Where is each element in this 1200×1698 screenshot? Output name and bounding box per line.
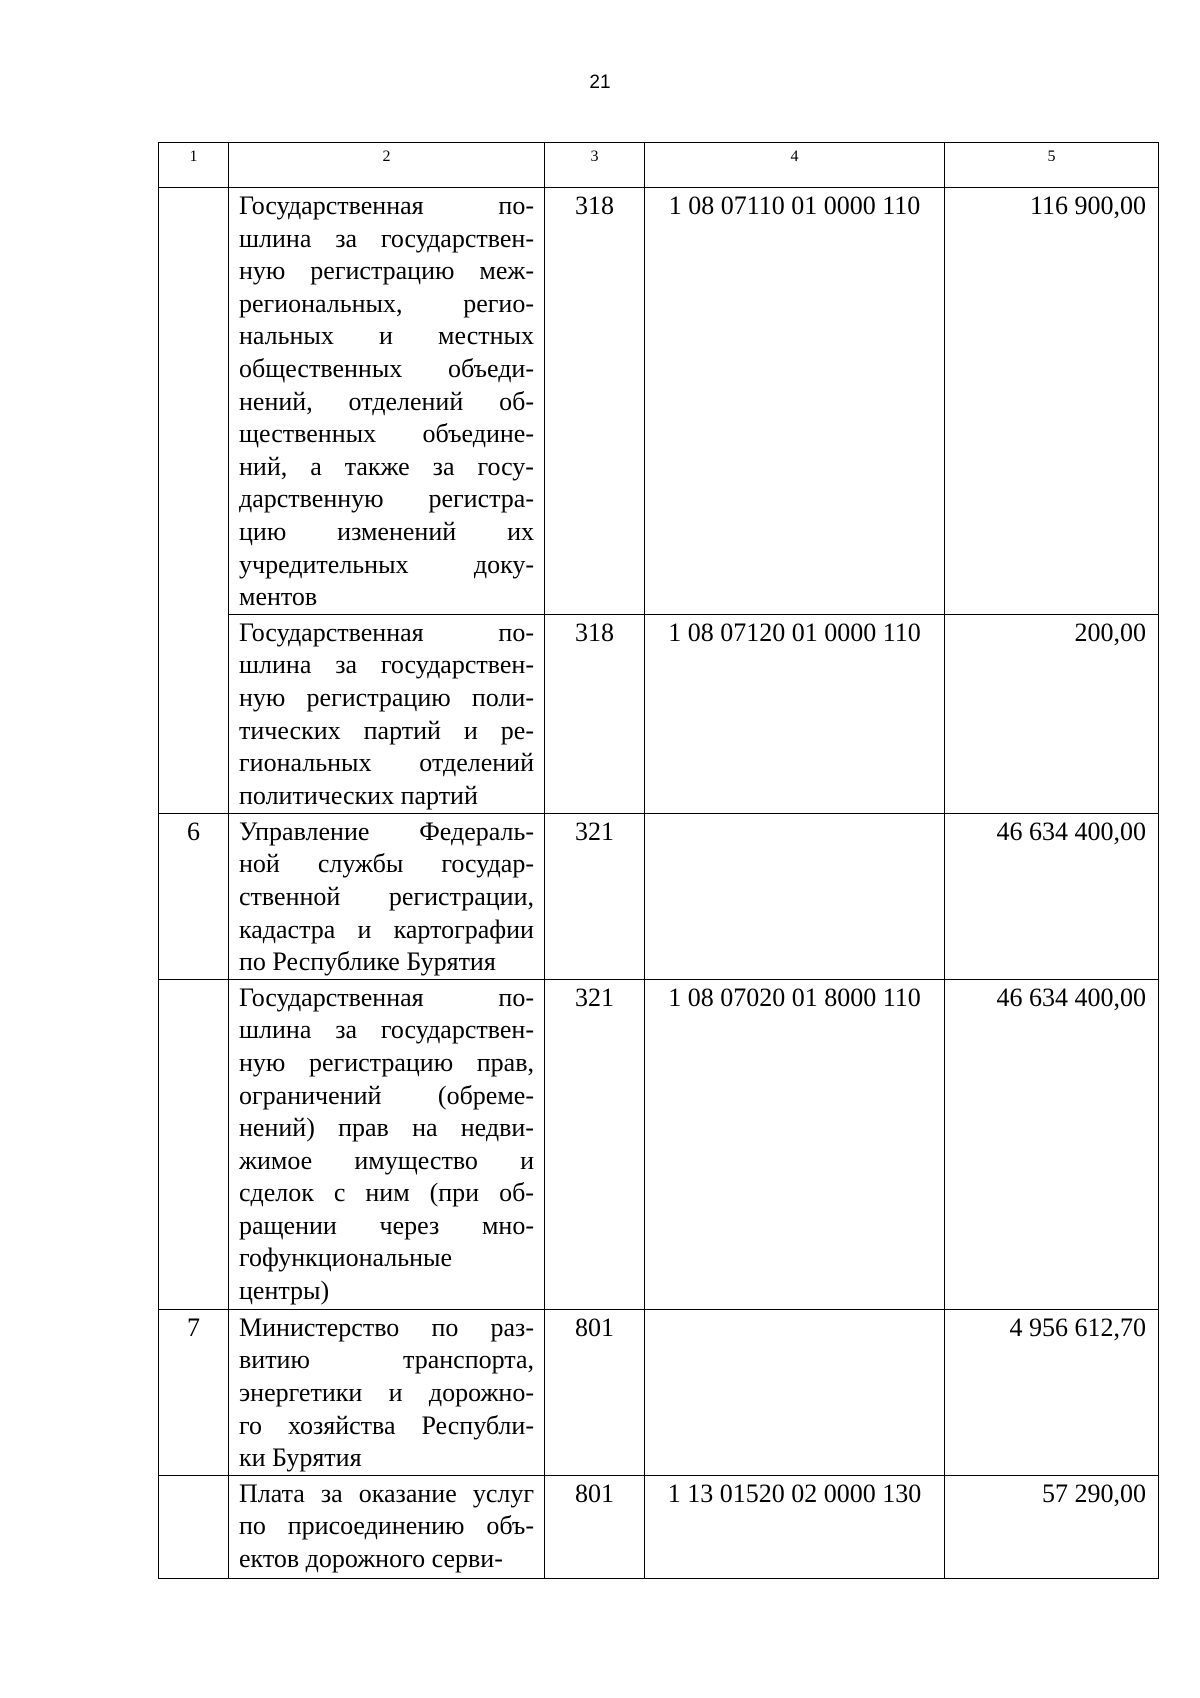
description-line: ной службы государ- — [239, 849, 534, 879]
description-cell — [229, 979, 545, 1309]
description-line: Государственная по- — [239, 191, 534, 220]
description-line: Государственная по- — [239, 617, 534, 647]
budget-code-cell: 1 08 07020 01 8000 110 — [645, 979, 945, 1309]
table-header — [159, 143, 1159, 188]
description-cell — [229, 188, 545, 615]
admin-code-cell: 318 — [545, 614, 645, 813]
row-number-cell — [159, 1475, 229, 1578]
amount-cell: 116 900,00 — [945, 188, 1159, 615]
description-line: нальных и местных — [239, 321, 534, 351]
admin-code-cell: 801 — [545, 1309, 645, 1475]
header-cell-1: 1 — [159, 143, 229, 188]
row-number-cell: 7 — [159, 1309, 229, 1475]
budget-code-cell — [645, 1309, 945, 1475]
description-line: кадастра и картографии — [239, 914, 534, 944]
description-line: Плата за оказание услуг — [239, 1478, 534, 1508]
description-line: дарственную регистра- — [239, 484, 534, 514]
description-cell — [229, 1475, 545, 1578]
description-line: ственной регистрации, — [239, 881, 534, 911]
table-row — [159, 1475, 1159, 1578]
amount-cell: 200,00 — [945, 614, 1159, 813]
row-number-cell — [159, 614, 229, 813]
header-cell-2: 2 — [229, 143, 545, 188]
description-line: витию транспорта, — [239, 1345, 534, 1375]
description-line: ки Бурятия — [239, 1443, 362, 1473]
description-line: ную регистрацию меж- — [239, 256, 534, 286]
description-line: Управление Федераль- — [239, 816, 534, 846]
description-line: по присоединению объ- — [239, 1511, 534, 1541]
description-line: ектов дорожного серви- — [239, 1543, 503, 1573]
description-line: ограничений (обреме- — [239, 1080, 534, 1110]
description-line: учредительных доку- — [239, 549, 534, 579]
description-line: нений, отделений об- — [239, 386, 534, 416]
description-line: региональных, регио- — [239, 288, 534, 318]
description-line: по Республике Бурятия — [239, 947, 496, 977]
description-line: шлина за государствен- — [239, 1015, 534, 1045]
description-line: Министерство по раз- — [239, 1312, 534, 1342]
description-cell — [229, 1309, 545, 1475]
revenue-table — [158, 142, 1159, 1579]
description-line: ную регистрацию прав, — [239, 1047, 534, 1077]
budget-code-cell: 1 13 01520 02 0000 130 — [645, 1475, 945, 1578]
description-line: общественных объеди- — [239, 353, 534, 383]
amount-cell: 57 290,00 — [945, 1475, 1159, 1578]
page-number: 21 — [589, 72, 611, 93]
description-line: центры) — [239, 1276, 330, 1306]
description-line: ний, а также за госу- — [239, 451, 534, 481]
admin-code-cell: 321 — [545, 979, 645, 1309]
admin-code-cell: 801 — [545, 1475, 645, 1578]
table-row — [159, 188, 1159, 615]
description-line: политических партий — [239, 780, 478, 810]
amount-cell: 46 634 400,00 — [945, 979, 1159, 1309]
table-body — [159, 188, 1159, 1579]
description-cell — [229, 813, 545, 979]
row-number-cell — [159, 979, 229, 1309]
header-cell-5: 5 — [945, 143, 1159, 188]
row-number-cell — [159, 188, 229, 615]
description-line: энергетики и дорожно- — [239, 1377, 534, 1407]
table-row — [159, 979, 1159, 1309]
revenue-table-container — [158, 142, 1158, 1579]
description-line: щественных объедине- — [239, 419, 534, 449]
header-cell-4: 4 — [645, 143, 945, 188]
description-line: гофункциональные — [239, 1243, 453, 1273]
header-cell-3: 3 — [545, 143, 645, 188]
description-line: жимое имущество и — [239, 1145, 534, 1175]
description-line: шлина за государствен- — [239, 223, 534, 253]
admin-code-cell: 318 — [545, 188, 645, 615]
description-line: ную регистрацию поли- — [239, 682, 534, 712]
table-row — [159, 614, 1159, 813]
description-line: нений) прав на недви- — [239, 1113, 534, 1143]
budget-code-cell: 1 08 07120 01 0000 110 — [645, 614, 945, 813]
description-line: тических партий и ре- — [239, 715, 534, 745]
table-row — [159, 1309, 1159, 1475]
amount-cell: 46 634 400,00 — [945, 813, 1159, 979]
header-row — [159, 143, 1159, 188]
table-row — [159, 813, 1159, 979]
budget-code-cell — [645, 813, 945, 979]
description-line: ращении через мно- — [239, 1210, 534, 1240]
description-cell — [229, 614, 545, 813]
description-line: гиональных отделений — [239, 748, 534, 778]
description-line: шлина за государствен- — [239, 650, 534, 680]
description-line: цию изменений их — [239, 516, 534, 546]
description-line: ментов — [239, 582, 318, 612]
description-line: сделок с ним (при об- — [239, 1178, 534, 1208]
admin-code-cell: 321 — [545, 813, 645, 979]
description-line: Государственная по- — [239, 982, 534, 1012]
row-number-cell: 6 — [159, 813, 229, 979]
budget-code-cell: 1 08 07110 01 0000 110 — [645, 188, 945, 615]
amount-cell: 4 956 612,70 — [945, 1309, 1159, 1475]
description-line: го хозяйства Республи- — [239, 1410, 534, 1440]
